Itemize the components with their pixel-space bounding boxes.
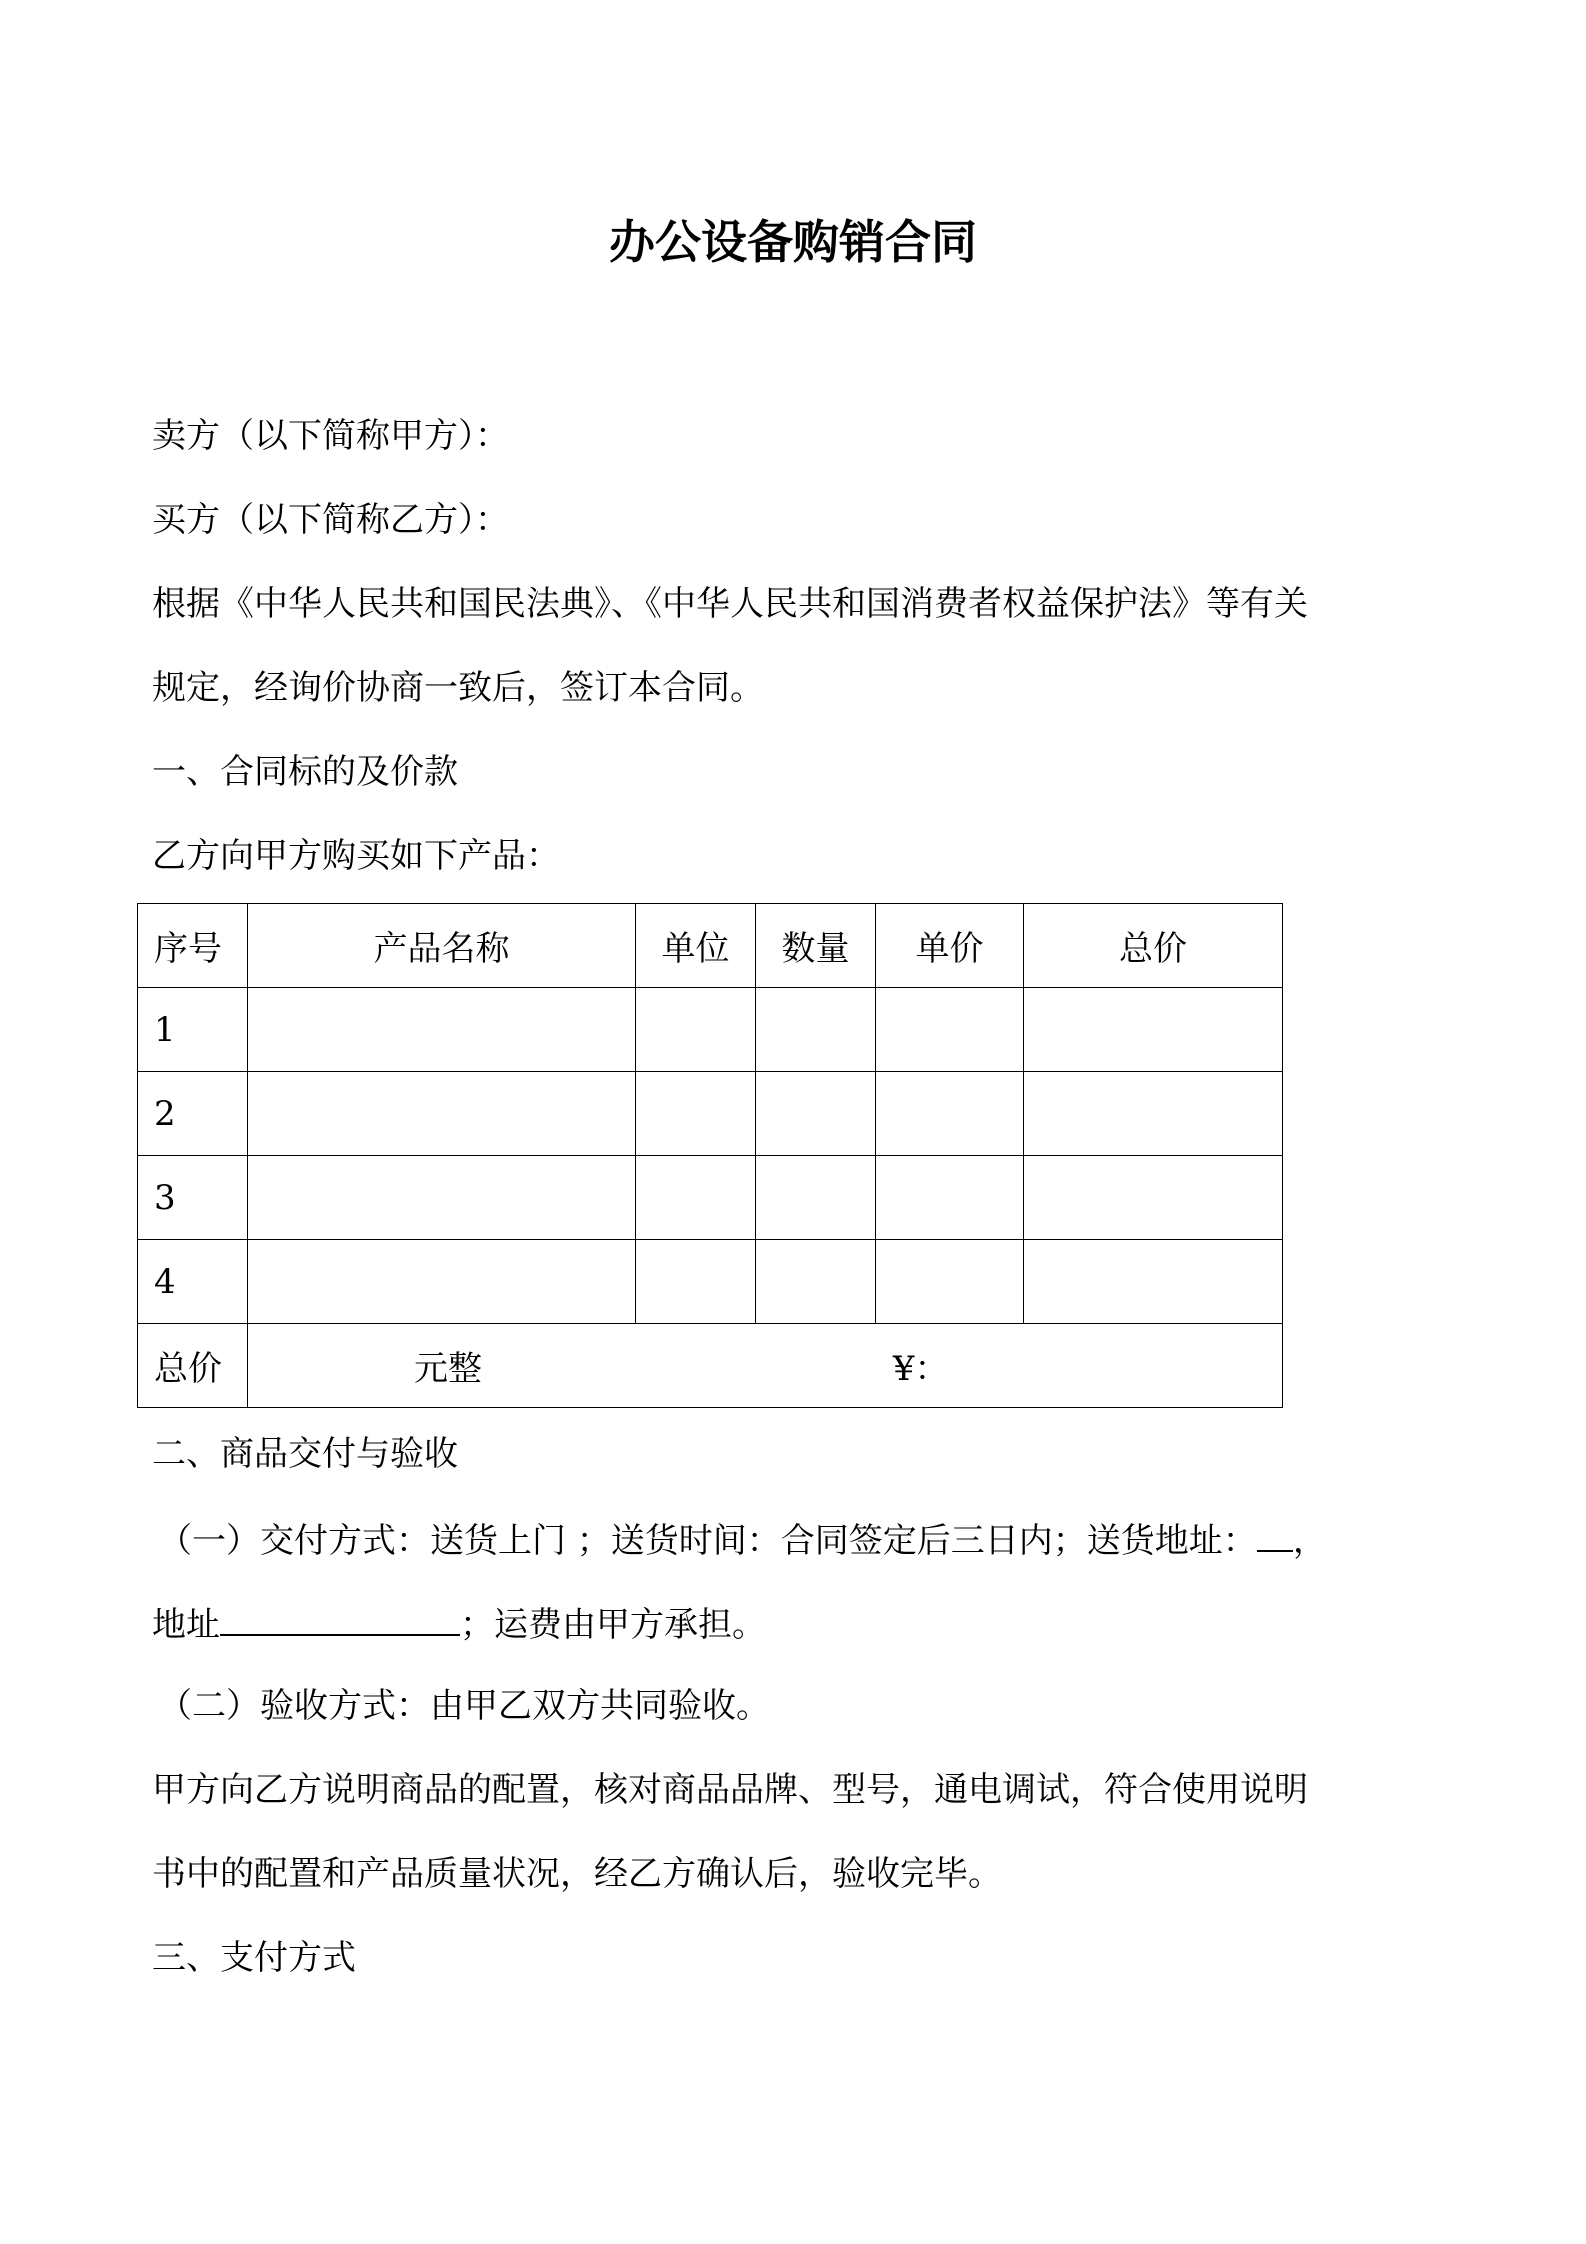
row-seq: 2 xyxy=(138,1072,248,1156)
cell-total-price[interactable] xyxy=(1024,1072,1283,1156)
cell-quantity[interactable] xyxy=(756,1240,876,1324)
section1-intro: 乙方向甲方购买如下产品： xyxy=(152,836,560,876)
section1-heading: 一、合同标的及价款 xyxy=(152,752,458,792)
cell-unit[interactable] xyxy=(636,1156,756,1240)
cell-unit-price[interactable] xyxy=(876,988,1024,1072)
cell-product-name[interactable] xyxy=(248,1240,636,1324)
basis-text-line2: 规定，经询价协商一致后，签订本合同。 xyxy=(152,668,764,708)
cell-product-name[interactable] xyxy=(248,1156,636,1240)
delivery-address-blank[interactable] xyxy=(1257,1514,1293,1552)
delivery-line1-end: ， xyxy=(1292,1521,1327,1561)
cell-quantity[interactable] xyxy=(756,1156,876,1240)
cell-unit-price[interactable] xyxy=(876,1240,1024,1324)
row-seq: 1 xyxy=(138,988,248,1072)
table-row xyxy=(138,988,1283,1072)
delivery-method-text: （一）交付方式：送货上门 ；送货时间：合同签定后三日内；送货地址： xyxy=(158,1521,1257,1561)
table-row xyxy=(138,1240,1283,1324)
address-label: 地址 xyxy=(152,1605,220,1645)
total-label: 总价 xyxy=(138,1324,248,1408)
header-total-price: 总价 xyxy=(1024,904,1283,988)
total-yuan-label: 元整 xyxy=(414,1349,482,1389)
product-table xyxy=(137,903,1283,1408)
section3-heading: 三、支付方式 xyxy=(152,1938,356,1978)
cell-total-price[interactable] xyxy=(1024,1240,1283,1324)
seller-label: 卖方（以下简称甲方）： xyxy=(152,416,509,456)
table-row xyxy=(138,1156,1283,1240)
document-title: 办公设备购销合同 xyxy=(609,215,977,269)
cell-unit[interactable] xyxy=(636,1072,756,1156)
cell-total-price[interactable] xyxy=(1024,988,1283,1072)
total-currency-label: ¥： xyxy=(892,1349,949,1389)
cell-unit-price[interactable] xyxy=(876,1072,1024,1156)
address-blank[interactable] xyxy=(220,1598,460,1636)
cell-unit[interactable] xyxy=(636,988,756,1072)
freight-text: ；运费由甲方承担。 xyxy=(460,1605,766,1645)
config-text-line1: 甲方向乙方说明商品的配置，核对商品品牌、型号，通电调试，符合使用说明 xyxy=(152,1770,1308,1810)
header-unit: 单位 xyxy=(636,904,756,988)
header-unit-price: 单价 xyxy=(876,904,1024,988)
cell-quantity[interactable] xyxy=(756,988,876,1072)
header-seq: 序号 xyxy=(138,904,248,988)
delivery-line1 xyxy=(158,1514,1327,1565)
header-product-name: 产品名称 xyxy=(248,904,636,988)
row-seq: 4 xyxy=(138,1240,248,1324)
header-quantity: 数量 xyxy=(756,904,876,988)
row-seq: 3 xyxy=(138,1156,248,1240)
buyer-label: 买方（以下简称乙方）： xyxy=(152,500,509,540)
total-amount-cell[interactable] xyxy=(248,1324,1283,1408)
cell-unit-price[interactable] xyxy=(876,1156,1024,1240)
cell-product-name[interactable] xyxy=(248,988,636,1072)
basis-text-line1: 根据《中华人民共和国民法典》、《中华人民共和国消费者权益保护法》等有关 xyxy=(152,584,1308,624)
table-row xyxy=(138,1072,1283,1156)
acceptance-method: （二）验收方式：由甲乙双方共同验收。 xyxy=(158,1686,770,1726)
delivery-line2 xyxy=(152,1598,766,1649)
cell-total-price[interactable] xyxy=(1024,1156,1283,1240)
cell-product-name[interactable] xyxy=(248,1072,636,1156)
section2-heading: 二、商品交付与验收 xyxy=(152,1434,458,1474)
table-total-row xyxy=(138,1324,1283,1408)
table-header-row xyxy=(138,904,1283,988)
cell-quantity[interactable] xyxy=(756,1072,876,1156)
cell-unit[interactable] xyxy=(636,1240,756,1324)
config-text-line2: 书中的配置和产品质量状况，经乙方确认后，验收完毕。 xyxy=(152,1854,1002,1894)
